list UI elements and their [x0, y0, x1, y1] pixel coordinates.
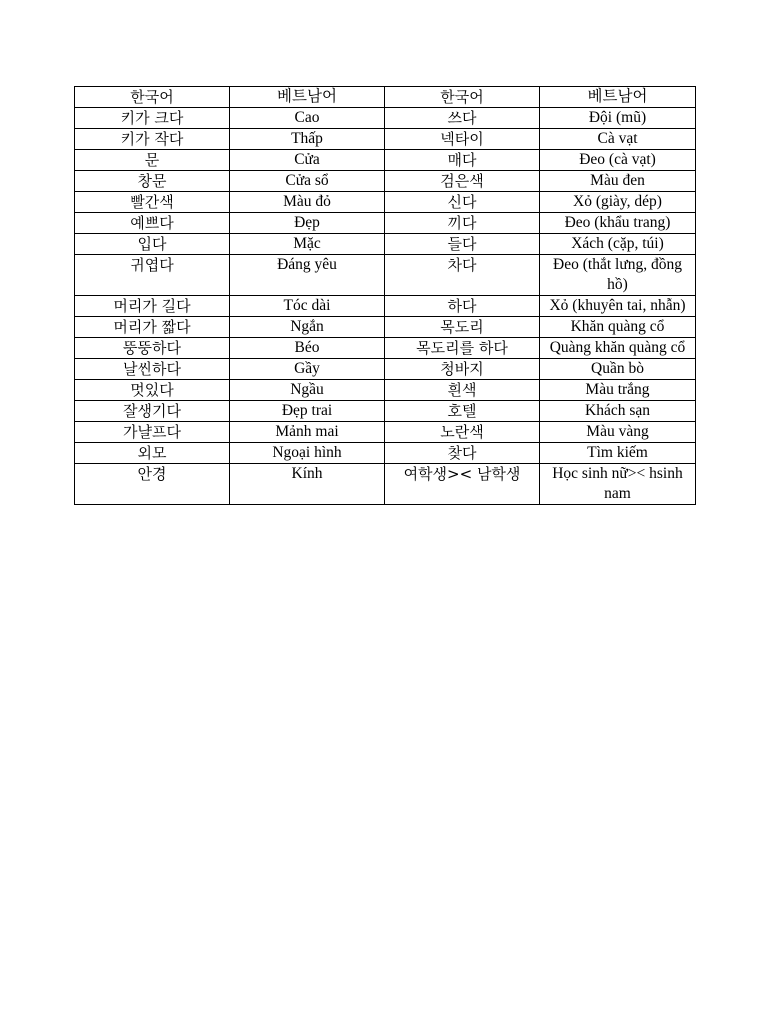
table-row [75, 213, 696, 234]
korean-word-2-cell: 목도리 [385, 317, 540, 338]
korean-word-1-cell: 가냘프다 [75, 422, 230, 443]
vietnamese-meaning-2-cell: Đeo (cà vạt) [540, 150, 696, 171]
korean-word-1-cell: 외모 [75, 443, 230, 464]
korean-word-1-cell: 입다 [75, 234, 230, 255]
vietnamese-meaning-2-cell: Màu vàng [540, 422, 696, 443]
vietnamese-meaning-2-cell: Xách (cặp, túi) [540, 234, 696, 255]
korean-word-1-cell: 예쁘다 [75, 213, 230, 234]
korean-word-2-cell: 찾다 [385, 443, 540, 464]
vietnamese-meaning-1-cell: Mảnh mai [230, 422, 385, 443]
vietnamese-meaning-1-cell: Béo [230, 338, 385, 359]
korean-word-2-cell: 쓰다 [385, 108, 540, 129]
korean-word-2-cell: 하다 [385, 296, 540, 317]
vietnamese-meaning-2-cell: Màu trắng [540, 380, 696, 401]
korean-word-2-cell: 차다 [385, 255, 540, 296]
vietnamese-meaning-1-cell: Mặc [230, 234, 385, 255]
table-row [75, 317, 696, 338]
table-row [75, 380, 696, 401]
vietnamese-meaning-1-cell: Tóc dài [230, 296, 385, 317]
korean-word-2-cell: 호텔 [385, 401, 540, 422]
table-row [75, 234, 696, 255]
table-row [75, 359, 696, 380]
korean-word-2-cell: 여학생>< 남학생 [385, 464, 540, 505]
vietnamese-meaning-1-cell: Ngoại hình [230, 443, 385, 464]
table-row [75, 296, 696, 317]
vietnamese-meaning-1-cell: Cửa [230, 150, 385, 171]
korean-word-2-cell: 검은색 [385, 171, 540, 192]
korean-word-1-cell: 날씬하다 [75, 359, 230, 380]
vietnamese-meaning-1-cell: Kính [230, 464, 385, 505]
vietnamese-meaning-2-cell: Quần bò [540, 359, 696, 380]
korean-word-1-cell: 귀엽다 [75, 255, 230, 296]
vietnamese-meaning-1-cell: Cửa sổ [230, 171, 385, 192]
korean-word-2-cell: 매다 [385, 150, 540, 171]
vietnamese-meaning-2-cell: Cà vạt [540, 129, 696, 150]
vietnamese-meaning-1-cell: Cao [230, 108, 385, 129]
vietnamese-meaning-2-cell: Tìm kiếm [540, 443, 696, 464]
table-row [75, 255, 696, 296]
korean-word-2-cell: 흰색 [385, 380, 540, 401]
vietnamese-meaning-1-cell: Gầy [230, 359, 385, 380]
vietnamese-meaning-2-cell: Màu đen [540, 171, 696, 192]
table-row [75, 192, 696, 213]
vietnamese-meaning-2-cell: Khăn quàng cổ [540, 317, 696, 338]
vietnamese-meaning-1-cell: Ngầu [230, 380, 385, 401]
korean-word-1-cell: 안경 [75, 464, 230, 505]
korean-word-2-cell: 목도리를 하다 [385, 338, 540, 359]
korean-word-1-cell: 키가 크다 [75, 108, 230, 129]
korean-word-2-cell: 넥타이 [385, 129, 540, 150]
korean-word-2-cell: 들다 [385, 234, 540, 255]
header-cell-vietnamese-2: 베트남어 [540, 87, 696, 108]
vietnamese-meaning-1-cell: Thấp [230, 129, 385, 150]
table-row [75, 401, 696, 422]
table-row [75, 150, 696, 171]
vietnamese-meaning-2-cell: Khách sạn [540, 401, 696, 422]
korean-word-2-cell: 끼다 [385, 213, 540, 234]
korean-word-2-cell: 청바지 [385, 359, 540, 380]
vietnamese-meaning-2-cell: Xỏ (khuyên tai, nhẫn) [540, 296, 696, 317]
vietnamese-meaning-2-cell: Xỏ (giày, dép) [540, 192, 696, 213]
vietnamese-meaning-2-cell: Đeo (khẩu trang) [540, 213, 696, 234]
table-row [75, 129, 696, 150]
korean-word-2-cell: 노란색 [385, 422, 540, 443]
vietnamese-meaning-1-cell: Đẹp [230, 213, 385, 234]
korean-word-1-cell: 문 [75, 150, 230, 171]
table-row [75, 171, 696, 192]
vietnamese-meaning-1-cell: Ngắn [230, 317, 385, 338]
korean-word-1-cell: 뚱뚱하다 [75, 338, 230, 359]
table-row [75, 443, 696, 464]
header-cell-vietnamese-1: 베트남어 [230, 87, 385, 108]
vietnamese-meaning-2-cell: Quàng khăn quàng cổ [540, 338, 696, 359]
table-row [75, 464, 696, 505]
vietnamese-meaning-2-cell: Đội (mũ) [540, 108, 696, 129]
korean-word-1-cell: 머리가 길다 [75, 296, 230, 317]
vietnamese-meaning-1-cell: Màu đỏ [230, 192, 385, 213]
vocabulary-table [74, 86, 696, 505]
vietnamese-meaning-1-cell: Đáng yêu [230, 255, 385, 296]
vietnamese-meaning-2-cell: Đeo (thắt lưng, đồng hồ) [540, 255, 696, 296]
korean-word-1-cell: 빨간색 [75, 192, 230, 213]
vietnamese-meaning-2-cell: Học sinh nữ>< hsinh nam [540, 464, 696, 505]
table-header-row [75, 87, 696, 108]
korean-word-1-cell: 키가 작다 [75, 129, 230, 150]
korean-word-1-cell: 머리가 짧다 [75, 317, 230, 338]
korean-word-1-cell: 창문 [75, 171, 230, 192]
table-row [75, 108, 696, 129]
header-cell-korean-1: 한국어 [75, 87, 230, 108]
table-row [75, 338, 696, 359]
korean-word-1-cell: 멋있다 [75, 380, 230, 401]
vietnamese-meaning-1-cell: Đẹp trai [230, 401, 385, 422]
vocabulary-table-body [75, 87, 696, 505]
table-row [75, 422, 696, 443]
header-cell-korean-2: 한국어 [385, 87, 540, 108]
korean-word-2-cell: 신다 [385, 192, 540, 213]
korean-word-1-cell: 잘생기다 [75, 401, 230, 422]
